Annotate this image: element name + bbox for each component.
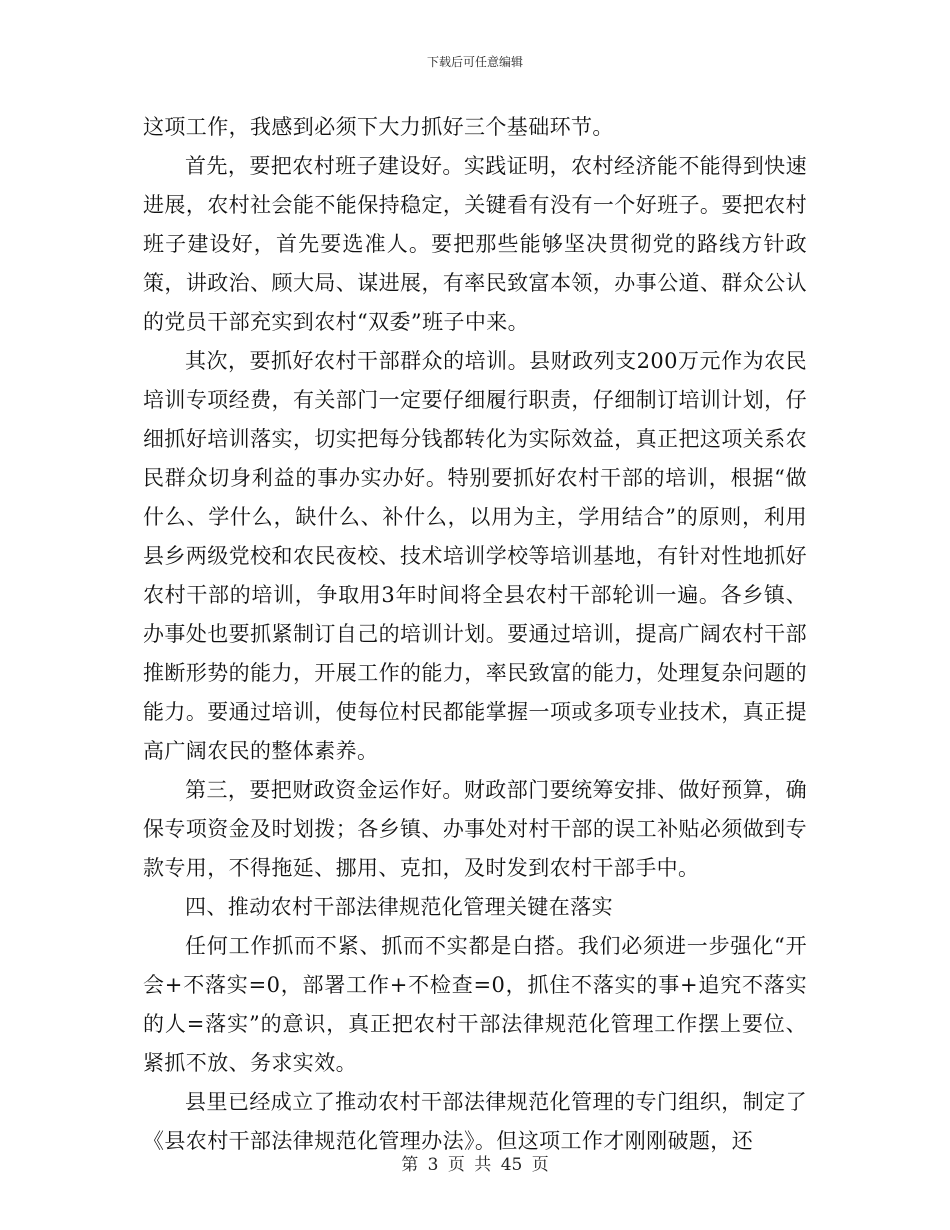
paragraph-first-point: 首先，要把农村班子建设好。实践证明，农村经济能不能得到快速进展，农村社会能不能保持稳定，关键看有没有一个好班子。要把农村班子建设好，首先要选准人。要把那些能够坚决贯彻党的路线方针政策，讲政治、顾大局、谋进展，有率民致富本领，办事公道、群众公认的党员干部充实到农村“双委”班子中来。 <box>143 154 807 334</box>
document-body <box>143 108 807 1161</box>
paragraph-county-organization: 县里已经成立了推动农村干部法律规范化管理的专门组织，制定了《县农村干部法律规范化管理办法》。但这项工作才刚刚破题，还 <box>143 1090 807 1153</box>
section-heading-four: 四、推动农村干部法律规范化管理关键在落实 <box>185 895 613 919</box>
page-header-note: 下载后可任意编辑 <box>426 55 523 69</box>
paragraph-continued: 这项工作，我感到必须下大力抓好三个基础环节。 <box>143 115 614 139</box>
paragraph-third-point: 第三，要把财政资金运作好。财政部门要统筹安排、做好预算，确保专项资金及时划拨；各乡镇、办事处对村干部的误工补贴必须做到专款专用，不得拖延、挪用、克扣，及时发到农村干部手中。 <box>143 778 807 880</box>
paragraph-implementation: 任何工作抓而不紧、抓而不实都是白搭。我们必须进一步强化“开会+不落实=0，部署工作+不检查=0，抓住不落实的事+追究不落实的人=落实”的意识，真正把农村干部法律规范化管理工作摆上要位、紧抓不放、务求实效。 <box>143 934 807 1075</box>
page-number: 第 3 页 共 45 页 <box>401 1155 549 1175</box>
paragraph-second-point: 其次，要抓好农村干部群众的培训。县财政列支200万元作为农民培训专项经费，有关部门一定要仔细履行职责，仔细制订培训计划，仔细抓好培训落实，切实把每分钱都转化为实际效益，真正把这项关系农民群众切身利益的事办实办好。特别要抓好农村干部的培训，根据“做什么、学什么，缺什么、补什么，以用为主，学用结合”的原则，利用县乡两级党校和农民夜校、技术培训学校等培训基地，有针对性地抓好农村干部的培训，争取用3年时间将全县农村干部轮训一遍。各乡镇、办事处也要抓紧制订自己的培训计划。要通过培训，提高广阔农村干部推断形势的能力，开展工作的能力，率民致富的能力，处理复杂问题的能力。要通过培训，使每位村民都能掌握一项或多项专业技术，真正提高广阔农民的整体素养。 <box>143 349 807 763</box>
